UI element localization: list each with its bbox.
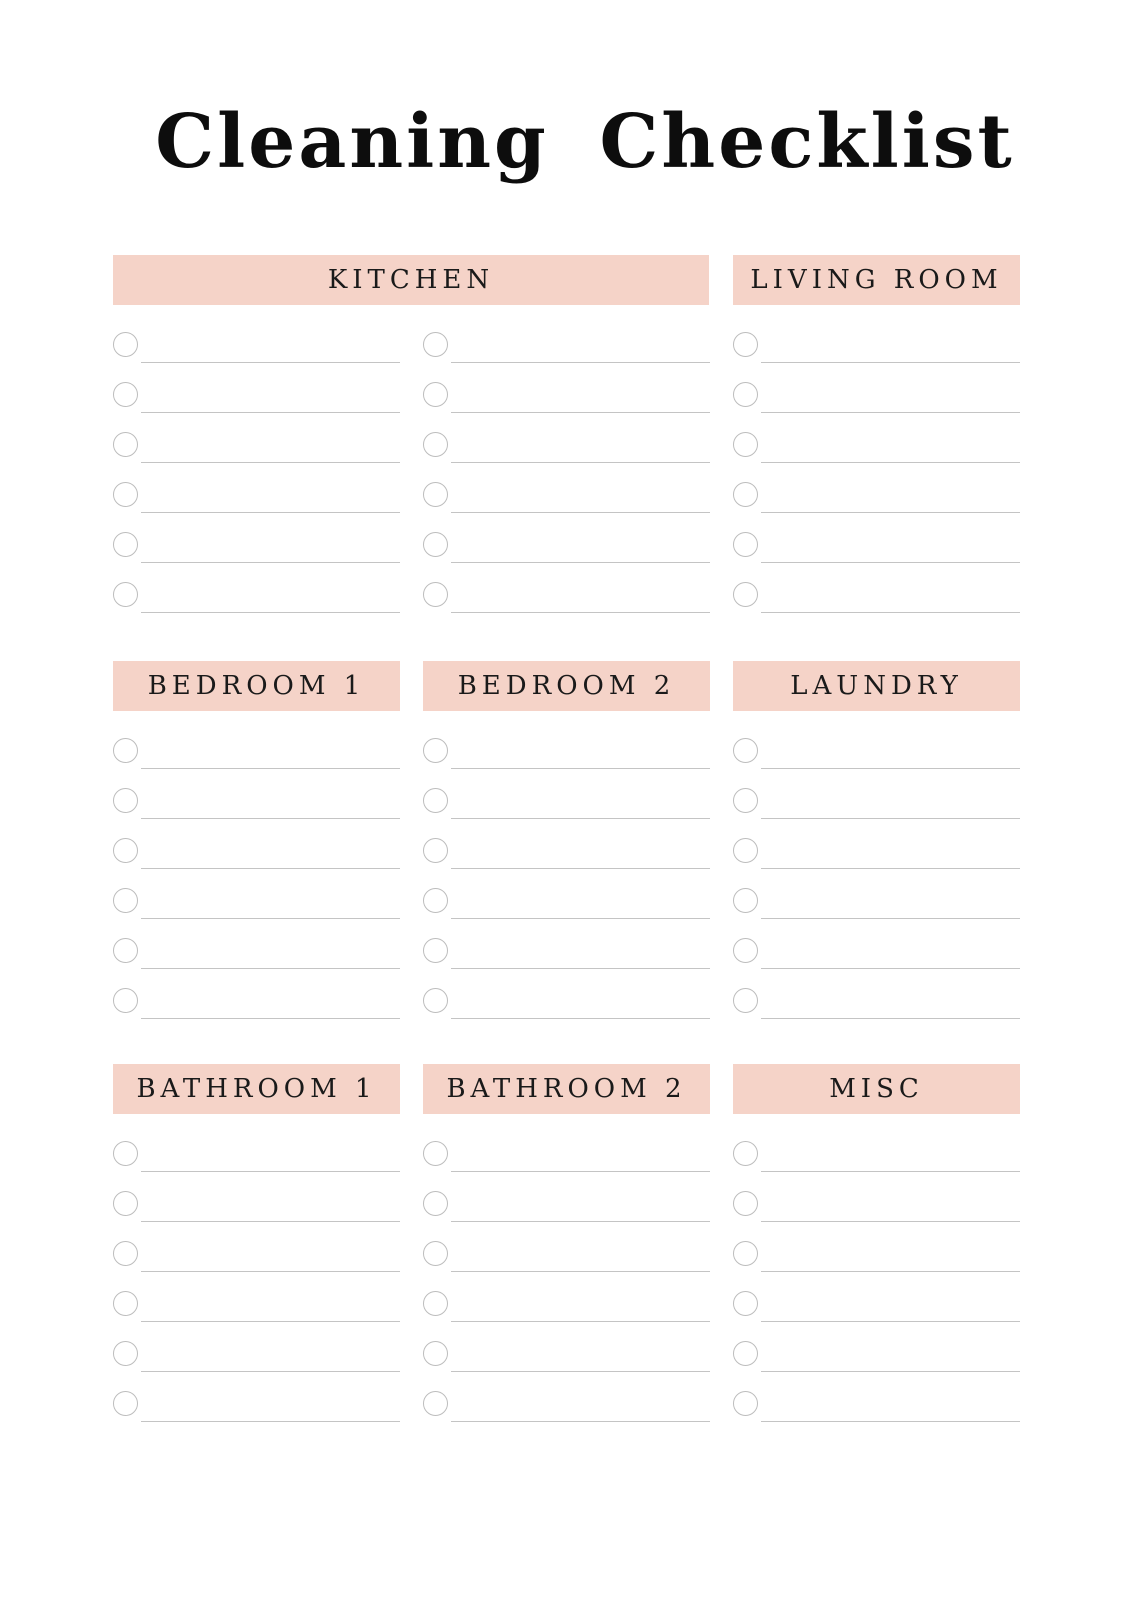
checklist-item [423, 884, 710, 924]
checkbox-circle[interactable] [423, 938, 448, 963]
write-in-line[interactable] [141, 512, 400, 513]
checklist-item [113, 884, 400, 924]
write-in-line[interactable] [451, 818, 710, 819]
checkbox-circle[interactable] [113, 1191, 138, 1216]
write-in-line[interactable] [451, 1371, 710, 1372]
section-header-kitchen: KITCHEN [113, 255, 709, 305]
checkbox-circle[interactable] [423, 838, 448, 863]
checklist-item [733, 428, 1020, 468]
checklist-item [113, 784, 400, 824]
write-in-line[interactable] [761, 1321, 1020, 1322]
checkbox-circle[interactable] [733, 938, 758, 963]
checkbox-circle[interactable] [113, 1141, 138, 1166]
section-header-bedroom-1: BEDROOM 1 [113, 661, 400, 711]
write-in-line[interactable] [141, 768, 400, 769]
checklist-item [733, 984, 1020, 1024]
section-header-laundry: LAUNDRY [733, 661, 1020, 711]
checklist-item [733, 378, 1020, 418]
checklist-item [423, 478, 710, 518]
checklist-item [423, 934, 710, 974]
checkbox-circle[interactable] [113, 738, 138, 763]
checkbox-circle[interactable] [423, 738, 448, 763]
write-in-line[interactable] [761, 1171, 1020, 1172]
write-in-line[interactable] [141, 1321, 400, 1322]
checklist-item [733, 328, 1020, 368]
checkbox-circle[interactable] [423, 432, 448, 457]
checkbox-circle[interactable] [113, 1241, 138, 1266]
write-in-line[interactable] [141, 1018, 400, 1019]
checkbox-circle[interactable] [733, 988, 758, 1013]
checkbox-circle[interactable] [423, 988, 448, 1013]
checklist-item [423, 1387, 710, 1427]
checklist-item [733, 884, 1020, 924]
section-header-misc: MISC [733, 1064, 1020, 1114]
checkbox-circle[interactable] [423, 888, 448, 913]
checklist-item [423, 784, 710, 824]
checklist-item [423, 1137, 710, 1177]
write-in-line[interactable] [761, 562, 1020, 563]
write-in-line[interactable] [451, 1221, 710, 1222]
checkbox-circle[interactable] [113, 332, 138, 357]
checklist-item [733, 528, 1020, 568]
checkbox-circle[interactable] [113, 432, 138, 457]
checklist-item [423, 834, 710, 874]
checkbox-circle[interactable] [423, 1291, 448, 1316]
write-in-line[interactable] [761, 1221, 1020, 1222]
write-in-line[interactable] [451, 512, 710, 513]
checklist-item [733, 934, 1020, 974]
write-in-line[interactable] [451, 1321, 710, 1322]
write-in-line[interactable] [141, 968, 400, 969]
checkbox-circle[interactable] [733, 382, 758, 407]
write-in-line[interactable] [141, 462, 400, 463]
checkbox-circle[interactable] [423, 1341, 448, 1366]
checkbox-circle[interactable] [113, 382, 138, 407]
checkbox-circle[interactable] [113, 838, 138, 863]
write-in-line[interactable] [761, 818, 1020, 819]
checklist-item [423, 1337, 710, 1377]
write-in-line[interactable] [761, 1371, 1020, 1372]
checkbox-circle[interactable] [423, 1191, 448, 1216]
checkbox-circle[interactable] [733, 888, 758, 913]
checkbox-circle[interactable] [423, 582, 448, 607]
checklist-item [113, 1337, 400, 1377]
write-in-line[interactable] [451, 462, 710, 463]
write-in-line[interactable] [141, 818, 400, 819]
checklist-item [113, 1187, 400, 1227]
write-in-line[interactable] [761, 768, 1020, 769]
checkbox-circle[interactable] [733, 582, 758, 607]
checklist-item [423, 328, 710, 368]
write-in-line[interactable] [141, 362, 400, 363]
checkbox-circle[interactable] [423, 1391, 448, 1416]
checkbox-circle[interactable] [733, 482, 758, 507]
checklist-item [423, 528, 710, 568]
checklist-item [733, 1387, 1020, 1427]
section-header-living-room: LIVING ROOM [733, 255, 1020, 305]
checkbox-circle[interactable] [733, 332, 758, 357]
checkbox-circle[interactable] [113, 938, 138, 963]
write-in-line[interactable] [761, 1018, 1020, 1019]
checkbox-circle[interactable] [733, 1391, 758, 1416]
checkbox-circle[interactable] [423, 1141, 448, 1166]
checklist-item [733, 784, 1020, 824]
section-header-bedroom-2: BEDROOM 2 [423, 661, 710, 711]
write-in-line[interactable] [141, 868, 400, 869]
checkbox-circle[interactable] [423, 482, 448, 507]
checklist-item [423, 984, 710, 1024]
checkbox-circle[interactable] [423, 382, 448, 407]
write-in-line[interactable] [451, 362, 710, 363]
checklist-item [733, 1287, 1020, 1327]
checklist-item [113, 734, 400, 774]
write-in-line[interactable] [451, 868, 710, 869]
checkbox-circle[interactable] [113, 582, 138, 607]
checklist-item [733, 1137, 1020, 1177]
checkbox-circle[interactable] [113, 532, 138, 557]
checklist-item [113, 1237, 400, 1277]
checklist-item [113, 1287, 400, 1327]
checkbox-circle[interactable] [113, 788, 138, 813]
write-in-line[interactable] [451, 1421, 710, 1422]
page-title: Cleaning Checklist [155, 99, 1015, 185]
write-in-line[interactable] [451, 1271, 710, 1272]
checkbox-circle[interactable] [423, 332, 448, 357]
write-in-line[interactable] [141, 612, 400, 613]
checklist-item [423, 1287, 710, 1327]
checkbox-circle[interactable] [733, 1291, 758, 1316]
write-in-line[interactable] [761, 412, 1020, 413]
checklist-item [423, 378, 710, 418]
checklist-item [113, 378, 400, 418]
checkbox-circle[interactable] [733, 788, 758, 813]
checkbox-circle[interactable] [733, 838, 758, 863]
checklist-item [113, 1137, 400, 1177]
checklist-item [113, 428, 400, 468]
write-in-line[interactable] [761, 918, 1020, 919]
checkbox-circle[interactable] [733, 532, 758, 557]
write-in-line[interactable] [141, 918, 400, 919]
write-in-line[interactable] [761, 362, 1020, 363]
checkbox-circle[interactable] [423, 788, 448, 813]
write-in-line[interactable] [761, 1271, 1020, 1272]
checklist-item [113, 478, 400, 518]
write-in-line[interactable] [761, 868, 1020, 869]
checkbox-circle[interactable] [733, 1241, 758, 1266]
checkbox-circle[interactable] [733, 738, 758, 763]
checkbox-circle[interactable] [733, 432, 758, 457]
checklist-item [423, 734, 710, 774]
checklist-item [113, 528, 400, 568]
checklist-item [113, 834, 400, 874]
checkbox-circle[interactable] [113, 988, 138, 1013]
checkbox-circle[interactable] [423, 1241, 448, 1266]
checklist-item [113, 578, 400, 618]
checklist-item [113, 328, 400, 368]
write-in-line[interactable] [451, 612, 710, 613]
write-in-line[interactable] [141, 412, 400, 413]
checklist-item [733, 834, 1020, 874]
write-in-line[interactable] [761, 968, 1020, 969]
write-in-line[interactable] [141, 1221, 400, 1222]
write-in-line[interactable] [761, 462, 1020, 463]
checklist-item [113, 1387, 400, 1427]
checkbox-circle[interactable] [733, 1191, 758, 1216]
checkbox-circle[interactable] [113, 482, 138, 507]
write-in-line[interactable] [141, 562, 400, 563]
write-in-line[interactable] [451, 412, 710, 413]
write-in-line[interactable] [141, 1421, 400, 1422]
checkbox-circle[interactable] [733, 1341, 758, 1366]
section-header-bathroom-2: BATHROOM 2 [423, 1064, 710, 1114]
checklist-item [113, 934, 400, 974]
write-in-line[interactable] [451, 1018, 710, 1019]
write-in-line[interactable] [761, 1421, 1020, 1422]
checklist-item [733, 734, 1020, 774]
write-in-line[interactable] [451, 1171, 710, 1172]
checklist-item [423, 428, 710, 468]
checkbox-circle[interactable] [733, 1141, 758, 1166]
checkbox-circle[interactable] [113, 888, 138, 913]
checkbox-circle[interactable] [113, 1291, 138, 1316]
write-in-line[interactable] [451, 768, 710, 769]
write-in-line[interactable] [451, 968, 710, 969]
checklist-item [733, 478, 1020, 518]
write-in-line[interactable] [141, 1171, 400, 1172]
write-in-line[interactable] [451, 562, 710, 563]
checklist-item [733, 1187, 1020, 1227]
checklist-item [733, 1337, 1020, 1377]
write-in-line[interactable] [141, 1371, 400, 1372]
checkbox-circle[interactable] [113, 1391, 138, 1416]
checklist-item [423, 1237, 710, 1277]
checklist-item [423, 1187, 710, 1227]
checklist-item [733, 578, 1020, 618]
section-header-bathroom-1: BATHROOM 1 [113, 1064, 400, 1114]
write-in-line[interactable] [761, 512, 1020, 513]
checklist-item [733, 1237, 1020, 1277]
checkbox-circle[interactable] [423, 532, 448, 557]
checklist-item [113, 984, 400, 1024]
checklist-item [423, 578, 710, 618]
write-in-line[interactable] [761, 612, 1020, 613]
checkbox-circle[interactable] [113, 1341, 138, 1366]
write-in-line[interactable] [141, 1271, 400, 1272]
write-in-line[interactable] [451, 918, 710, 919]
